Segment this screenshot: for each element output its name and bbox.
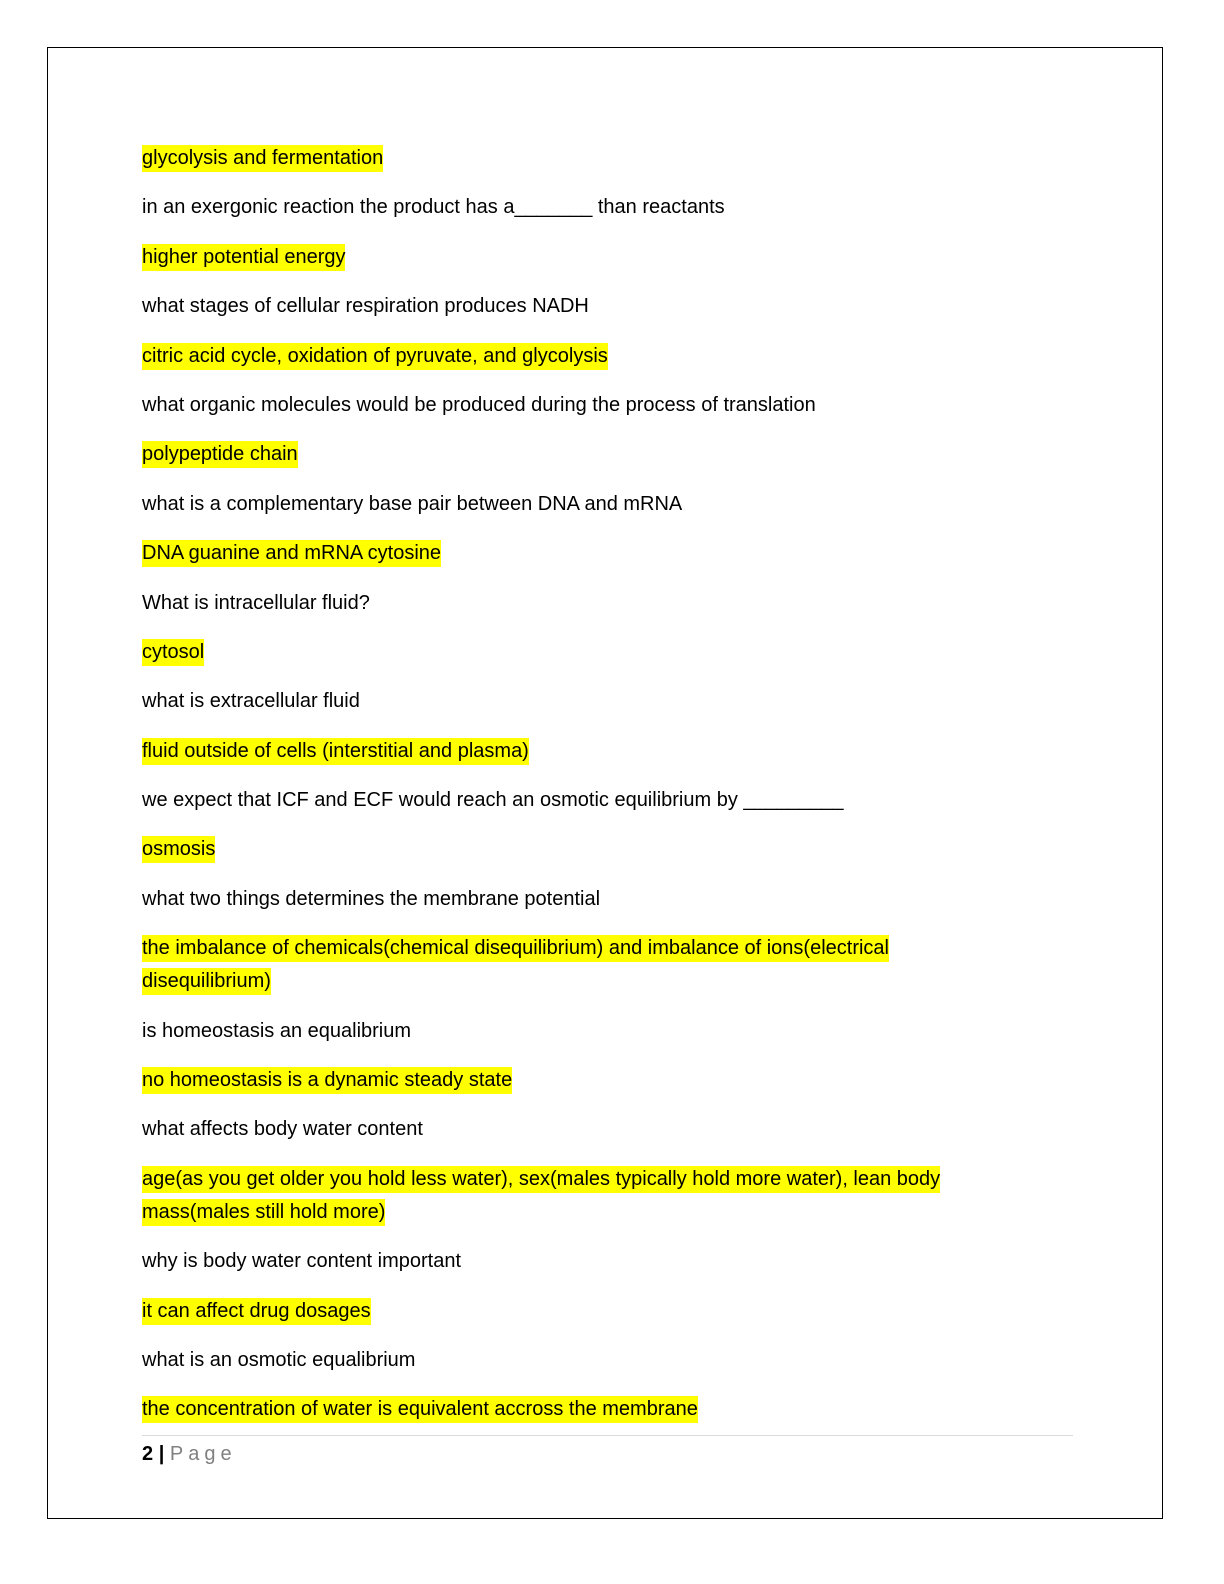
document-body	[142, 142, 1022, 1443]
highlighted-text: citric acid cycle, oxidation of pyruvate, and glycolysis	[142, 343, 608, 370]
answer-line	[142, 1064, 1022, 1097]
answer-line	[142, 1163, 1022, 1229]
question-line	[142, 1344, 1022, 1377]
answer-line	[142, 1393, 1022, 1426]
highlighted-text: DNA guanine and mRNA cytosine	[142, 540, 441, 567]
question-text: why is body water content important	[142, 1250, 462, 1273]
question-text: what two things determines the membrane potential	[142, 887, 601, 910]
page-label: Page	[169, 1443, 237, 1465]
question-line	[142, 191, 1022, 224]
answer-line	[142, 340, 1022, 373]
answer-line	[142, 735, 1022, 768]
question-text: is homeostasis an equalibrium	[142, 1019, 412, 1042]
question-line	[142, 389, 1022, 422]
question-line	[142, 1113, 1022, 1146]
question-text: what stages of cellular respiration produces NADH	[142, 295, 589, 318]
page-number: 2	[142, 1443, 154, 1465]
answer-line	[142, 1295, 1022, 1328]
answer-line	[142, 932, 1022, 998]
answer-line	[142, 142, 1022, 175]
highlighted-text: age(as you get older you hold less water), sex(males typically hold more water), lean body mass(males still hold more)	[142, 1166, 940, 1226]
question-line	[142, 685, 1022, 718]
highlighted-text: higher potential energy	[142, 244, 345, 271]
question-text: what is a complementary base pair between DNA and mRNA	[142, 492, 683, 515]
highlighted-text: it can affect drug dosages	[142, 1298, 371, 1325]
question-line	[142, 587, 1022, 620]
highlighted-text: the imbalance of chemicals(chemical disequilibrium) and imbalance of ions(electrical disequilibrium)	[142, 935, 889, 995]
question-line	[142, 1245, 1022, 1278]
highlighted-text: fluid outside of cells (interstitial and plasma)	[142, 738, 529, 765]
footer-rule	[142, 1435, 1073, 1436]
highlighted-text: glycolysis and fermentation	[142, 145, 383, 172]
highlighted-text: polypeptide chain	[142, 441, 298, 468]
highlighted-text: cytosol	[142, 639, 204, 666]
question-line	[142, 784, 1022, 817]
question-text: what organic molecules would be produced during the process of translation	[142, 393, 816, 416]
highlighted-text: the concentration of water is equivalent accross the membrane	[142, 1396, 698, 1423]
answer-line	[142, 537, 1022, 570]
answer-line	[142, 438, 1022, 471]
question-line	[142, 488, 1022, 521]
question-line	[142, 290, 1022, 323]
question-text: what is extracellular fluid	[142, 690, 360, 713]
question-text: What is intracellular fluid?	[142, 591, 370, 614]
question-line	[142, 1015, 1022, 1048]
answer-line	[142, 833, 1022, 866]
page-footer	[142, 1440, 237, 1468]
question-text: in an exergonic reaction the product has a_______ than reactants	[142, 196, 725, 219]
question-line	[142, 883, 1022, 916]
highlighted-text: osmosis	[142, 836, 215, 863]
footer-separator: |	[158, 1443, 165, 1465]
highlighted-text: no homeostasis is a dynamic steady state	[142, 1067, 512, 1094]
answer-line	[142, 636, 1022, 669]
question-text: what affects body water content	[142, 1118, 423, 1141]
question-text: we expect that ICF and ECF would reach an osmotic equilibrium by _________	[142, 789, 844, 812]
question-text: what is an osmotic equalibrium	[142, 1348, 416, 1371]
answer-line	[142, 241, 1022, 274]
